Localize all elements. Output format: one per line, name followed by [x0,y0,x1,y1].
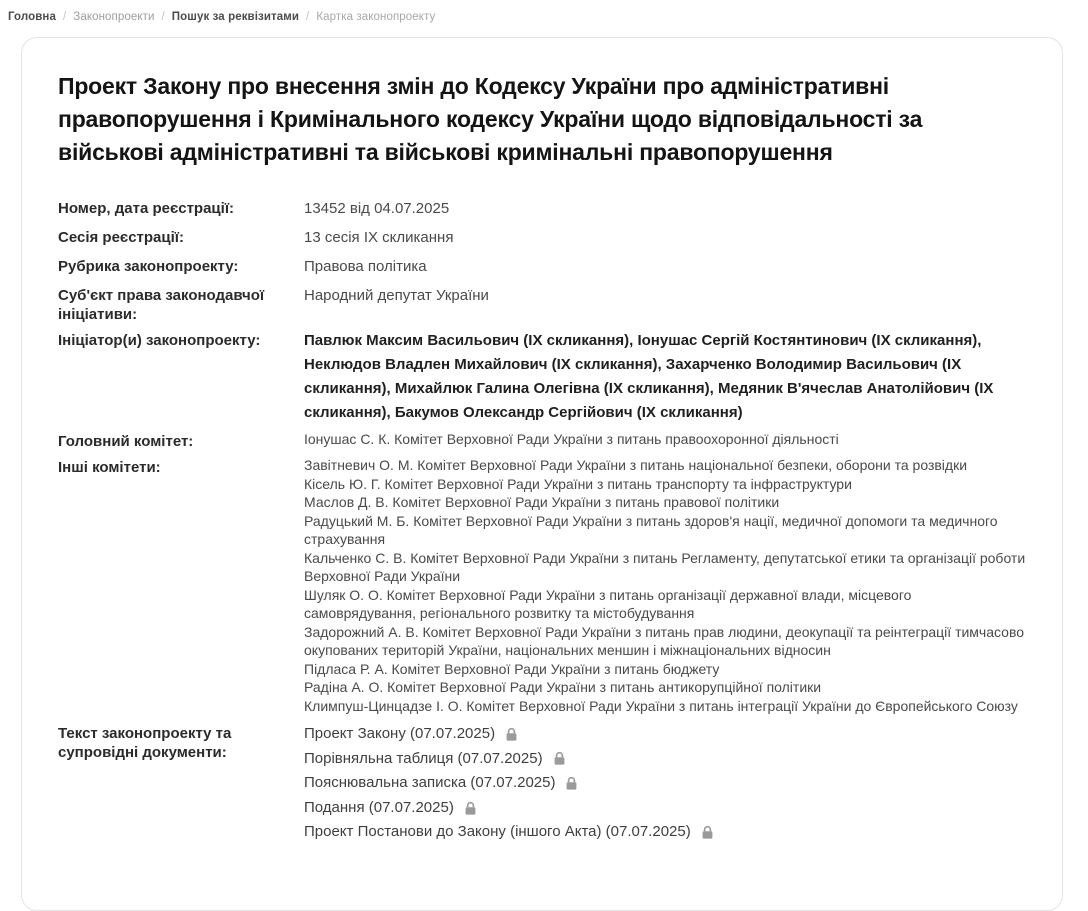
committee-item: Задорожний А. В. Комітет Верховної Ради України з питань прав людини, деокупації та реінтеграції тимчасово окупованих територій України, національних меншин і міжнаціональних відносин [304,623,1025,658]
breadcrumb-search-by-details[interactable]: Пошук за реквізитами [171,11,300,23]
document-row [304,820,1026,845]
document-link-comparative-table[interactable]: Порівняльна таблиця (07.07.2025) [304,749,543,767]
subject-value: Народний депутат України [304,287,489,304]
breadcrumb-home[interactable]: Головна [8,11,56,23]
document-row [304,747,1026,772]
session-value: 13 сесія IX скликання [304,229,454,246]
breadcrumb-separator: / [161,11,165,23]
row-main-committee [58,430,1026,451]
committee-item: Радіна А. О. Комітет Верховної Ради України з питань антикорупційної політики [304,679,822,695]
main-committee-value: Іонушас С. К. Комітет Верховної Ради України з питань правоохоронної діяльності [304,431,839,447]
other-committees-list [304,456,1026,715]
lock-icon [463,801,478,816]
documents-list [304,722,1026,845]
document-row [304,796,1026,821]
committee-item: Завітневич О. М. Комітет Верховної Ради України з питань національної безпеки, оборони та розвідки [304,457,968,473]
breadcrumb-bill-card: Картка законопроекту [316,11,436,23]
bill-card [21,37,1063,911]
row-session [58,226,1026,250]
row-registration [58,197,1026,221]
committee-item: Маслов Д. В. Комітет Верховної Ради України з питань правової політики [304,494,780,510]
document-link-explanatory-note[interactable]: Пояснювальна записка (07.07.2025) [304,774,556,792]
row-documents [58,722,1026,845]
breadcrumb-separator: / [62,11,67,23]
row-other-committees [58,456,1026,715]
lock-icon [504,727,519,742]
rubric-value: Правова політика [304,258,427,275]
registration-value: 13452 від 04.07.2025 [304,200,450,217]
session-label: Сесія реєстрації: [58,229,184,246]
committee-item: Кальченко С. В. Комітет Верховної Ради України з питань Регламенту, депутатської етики та організації роботи Верховної Ради України [304,549,1026,584]
breadcrumb-separator: / [306,11,310,23]
lock-icon [552,751,567,766]
document-row [304,722,1026,747]
main-committee-label: Головний комітет: [58,433,194,450]
initiators-label: Ініціатор(и) законопроекту: [58,332,261,349]
committee-item: Радуцький М. Б. Комітет Верховної Ради України з питань здоров'я нації, медичної допомоги та медичного страхування [304,512,998,547]
lock-icon [700,825,715,840]
subject-label: Суб'єкт права законодавчої ініціативи: [58,287,265,323]
other-committees-label: Інші комітети: [58,459,161,476]
committee-item: Підласа Р. А. Комітет Верховної Ради України з питань бюджету [304,660,720,677]
documents-label: Текст законопроекту та супровідні документи: [58,725,232,761]
document-link-draft-law[interactable]: Проект Закону (07.07.2025) [304,725,496,742]
committee-item: Шуляк О. О. Комітет Верховної Ради України з питань організації державної влади, місцевого самоврядування, регіонального розвитку та містобудування [304,586,912,621]
lock-icon [564,776,579,791]
breadcrumb-bills[interactable]: Законопроекти [73,11,155,23]
committee-item: Кісель Ю. Г. Комітет Верховної Ради України з питань транспорту та інфраструктури [304,475,852,492]
registration-label: Номер, дата реєстрації: [58,200,235,217]
breadcrumb [0,0,1088,23]
document-link-draft-resolution[interactable]: Проект Постанови до Закону (іншого Акта) (07.07.2025) [304,823,691,841]
row-initiators [58,329,1026,425]
rubric-label: Рубрика законопроекту: [58,258,239,275]
document-link-submission[interactable]: Подання (07.07.2025) [304,798,454,816]
row-subject [58,284,1026,324]
initiators-value: Павлюк Максим Васильович (IX скликання), Іонушас Сергій Костянтинович (IX скликання), Неклюдов Владлен Михайлович (IX скликання), Захарченко Володимир Васильович (IX скликання), Михайлюк Галина Олегівна (IX скликання), Медяник В'ячеслав Анатолійович (IX скликання), Бакумов Олександр Сергійович (IX скликання) [304,332,994,421]
page-title: Проект Закону про внесення змін до Кодексу України про адміністративні правопорушення і Кримінального кодексу України щодо відповідальності за військові адміністративні та військові кримінальні правопорушення [58,73,923,165]
committee-item: Климпуш-Цинцадзе І. О. Комітет Верховної Ради України з питань інтеграції України до Європейського Союзу [304,697,1018,714]
document-row [304,771,1026,796]
row-rubric [58,255,1026,279]
bill-details [58,197,1026,845]
